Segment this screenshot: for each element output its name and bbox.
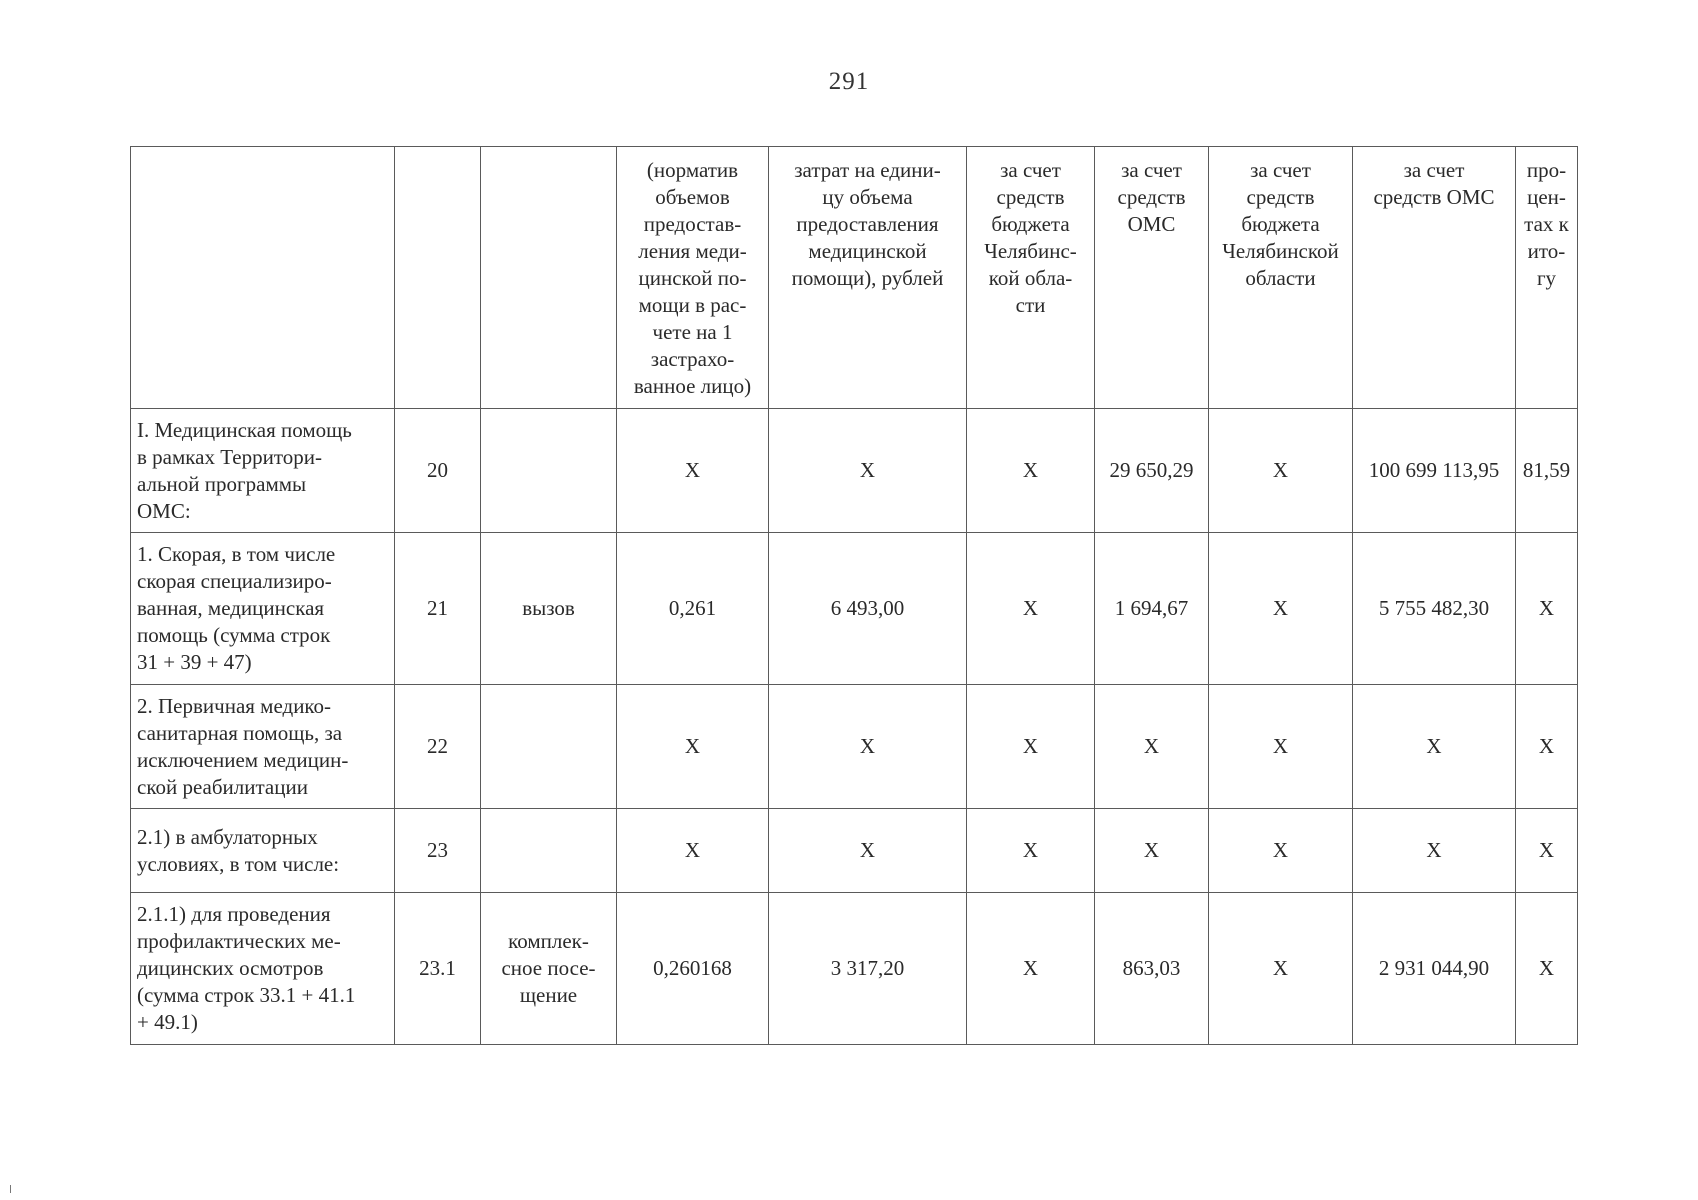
row-budget-per: X (967, 533, 1095, 685)
row-budget-total: X (1209, 685, 1353, 809)
row-unit (481, 809, 617, 893)
row-percent: X (1516, 533, 1578, 685)
header-cell-unit (481, 147, 617, 409)
row-oms-total: 5 755 482,30 (1353, 533, 1516, 685)
row-name: 1. Скорая, в том числе скорая специализиро- ванная, медицинская помощь (сумма строк 31 + 39 + 47) (131, 533, 395, 685)
row-line-number: 22 (395, 685, 481, 809)
row-budget-total: X (1209, 809, 1353, 893)
row-line-number: 23 (395, 809, 481, 893)
header-cell-oms-per: за счет средств ОМС (1095, 147, 1209, 409)
header-cell-name (131, 147, 395, 409)
row-budget-per: X (967, 409, 1095, 533)
row-oms-per: 29 650,29 (1095, 409, 1209, 533)
row-line-number: 20 (395, 409, 481, 533)
row-oms-total: X (1353, 809, 1516, 893)
header-cell-percent: про- цен- тах к ито- гу (1516, 147, 1578, 409)
row-budget-total: X (1209, 409, 1353, 533)
row-budget-per: X (967, 809, 1095, 893)
row-oms-per: X (1095, 685, 1209, 809)
row-name: I. Медицинская помощь в рамках Территори- альной программы ОМС: (131, 409, 395, 533)
row-cost: X (769, 685, 967, 809)
row-budget-per: X (967, 685, 1095, 809)
row-oms-total: X (1353, 685, 1516, 809)
table-row (131, 409, 1578, 533)
scan-margin-mark (10, 1185, 11, 1193)
table-row (131, 533, 1578, 685)
row-percent: X (1516, 685, 1578, 809)
row-line-number: 23.1 (395, 893, 481, 1045)
table-row (131, 685, 1578, 809)
row-cost: 6 493,00 (769, 533, 967, 685)
header-cell-budget-total: за счет средств бюджета Челябинской области (1209, 147, 1353, 409)
row-name: 2.1) в амбулаторных условиях, в том числе: (131, 809, 395, 893)
row-unit: вызов (481, 533, 617, 685)
row-norm: X (617, 409, 769, 533)
row-oms-total: 2 931 044,90 (1353, 893, 1516, 1045)
row-oms-per: X (1095, 809, 1209, 893)
row-cost: X (769, 809, 967, 893)
row-norm: 0,260168 (617, 893, 769, 1045)
row-unit (481, 685, 617, 809)
row-name: 2. Первичная медико- санитарная помощь, за исключением медицин- ской реабилитации (131, 685, 395, 809)
row-budget-per: X (967, 893, 1095, 1045)
row-percent: 81,59 (1516, 409, 1578, 533)
row-percent: X (1516, 809, 1578, 893)
table-header-row (131, 147, 1578, 409)
header-cell-norm: (норматив объемов предостав- ления меди- цинской по- мощи в рас- чете на 1 застрахо- ванное лицо) (617, 147, 769, 409)
row-name: 2.1.1) для проведения профилактических ме- дицинских осмотров (сумма строк 33.1 + 41.1 + 49.1) (131, 893, 395, 1045)
row-budget-total: X (1209, 893, 1353, 1045)
page-number: 291 (828, 68, 870, 95)
row-oms-total: 100 699 113,95 (1353, 409, 1516, 533)
table-row (131, 809, 1578, 893)
row-unit (481, 409, 617, 533)
row-norm: 0,261 (617, 533, 769, 685)
row-budget-total: X (1209, 533, 1353, 685)
cost-table (130, 146, 1578, 1045)
table-row (131, 893, 1578, 1045)
row-norm: X (617, 685, 769, 809)
row-oms-per: 863,03 (1095, 893, 1209, 1045)
header-cell-line (395, 147, 481, 409)
row-norm: X (617, 809, 769, 893)
row-line-number: 21 (395, 533, 481, 685)
header-cell-oms-total: за счет средств ОМС (1353, 147, 1516, 409)
row-unit: комплек- сное посе- щение (481, 893, 617, 1045)
row-cost: X (769, 409, 967, 533)
row-percent: X (1516, 893, 1578, 1045)
header-cell-cost: затрат на едини- цу объема предоставления медицинской помощи), рублей (769, 147, 967, 409)
row-oms-per: 1 694,67 (1095, 533, 1209, 685)
header-cell-budget-per: за счет средств бюджета Челябинс- кой обла- сти (967, 147, 1095, 409)
row-cost: 3 317,20 (769, 893, 967, 1045)
